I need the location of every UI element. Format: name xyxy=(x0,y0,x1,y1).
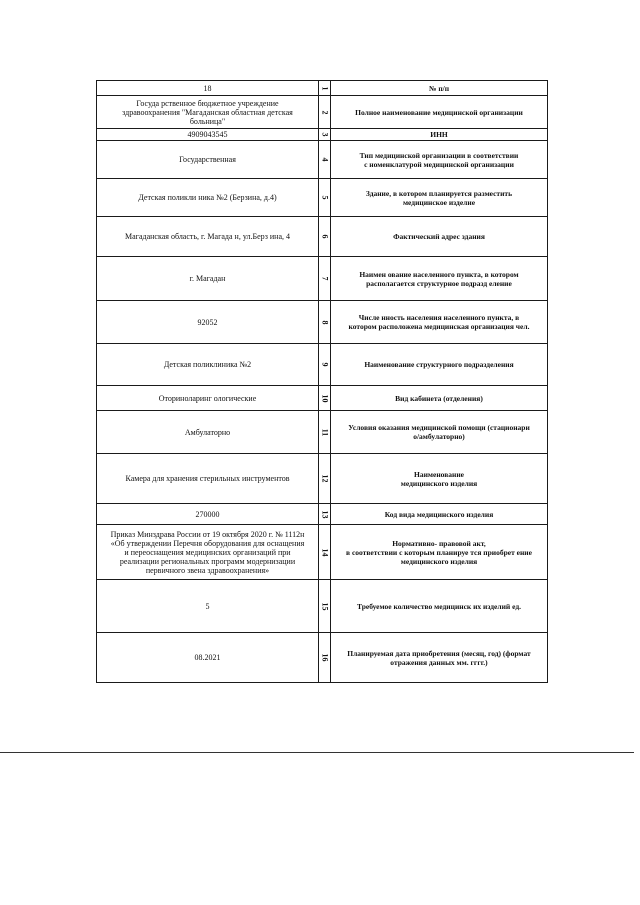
row-number: 16 xyxy=(320,653,329,662)
table-row-15 xyxy=(97,579,547,632)
label-cell: Наименование структурного подразделения xyxy=(364,360,514,369)
value-cell: Оториноларинг ологические xyxy=(97,386,319,410)
table-row-1 xyxy=(97,81,547,95)
value-cell: Государственная xyxy=(97,141,319,178)
value-cell: 08.2021 xyxy=(97,633,319,682)
table-row-9 xyxy=(97,343,547,385)
row-number-cell xyxy=(319,504,331,524)
label-cell: Планируемая дата приобретения (месяц, год) (формат отражения данных мм. гггг.) xyxy=(347,648,531,667)
table-row-4 xyxy=(97,140,547,178)
page-divider-line xyxy=(0,752,634,753)
value-cell: Детская поликли ника №2 (Берзина, д.4) xyxy=(97,179,319,216)
row-number-cell xyxy=(319,301,331,343)
label-cell: Полное наименование медицинской организации xyxy=(355,107,523,117)
table-row-2 xyxy=(97,95,547,128)
value-cell: Амбулаторно xyxy=(97,411,319,453)
label-cell: Наимен ование населенного пункта, в котором располагается структурное подразд еление xyxy=(359,269,519,288)
table-row-12 xyxy=(97,453,547,503)
row-number: 10 xyxy=(320,394,329,402)
value-cell: Детская поликлиника №2 xyxy=(97,344,319,385)
row-number: 1 xyxy=(320,86,329,90)
row-number-cell xyxy=(319,81,331,95)
table-row-14 xyxy=(97,524,547,579)
row-number-cell xyxy=(319,633,331,682)
row-number-cell xyxy=(319,580,331,632)
label-cell: Условия оказания медицинской помощи (стационари о/амбулаторно) xyxy=(348,423,530,441)
label-cell: Код вида медицинского изделия xyxy=(384,509,494,519)
table-row-5 xyxy=(97,178,547,216)
label-cell: № п/п xyxy=(428,83,450,93)
data-table xyxy=(96,80,548,683)
row-number-cell xyxy=(319,129,331,140)
row-number: 11 xyxy=(320,428,329,436)
label-cell: ИНН xyxy=(430,130,448,139)
value-cell: 4909043545 xyxy=(97,129,319,140)
row-number-cell xyxy=(319,257,331,300)
label-cell: Наименование медицинского изделия xyxy=(400,469,478,488)
row-number: 13 xyxy=(320,510,329,518)
label-cell: Требуемое количество медицинск их изделий ед. xyxy=(356,601,522,611)
table-row-16 xyxy=(97,632,547,682)
row-number-cell xyxy=(319,411,331,453)
row-number-cell xyxy=(319,96,331,128)
row-number: 9 xyxy=(320,362,329,367)
label-cell: Числе нность населения населенного пункта, в котором расположена медицинская организация чел. xyxy=(348,313,530,331)
value-cell: 18 xyxy=(97,81,319,95)
label-cell: Здание, в котором планируется разместить медицинское изделие xyxy=(365,188,513,207)
table-row-6 xyxy=(97,216,547,256)
table-row-7 xyxy=(97,256,547,300)
table-row-13 xyxy=(97,503,547,524)
value-cell: 5 xyxy=(97,580,319,632)
row-number-cell xyxy=(319,141,331,178)
table-row-3 xyxy=(97,128,547,140)
value-cell: Магаданская область, г. Магада н, ул.Берз ина, 4 xyxy=(97,217,319,256)
row-number-cell xyxy=(319,386,331,410)
table-row-10 xyxy=(97,385,547,410)
row-number-cell xyxy=(319,525,331,579)
value-cell: 92052 xyxy=(97,301,319,343)
row-number-cell xyxy=(319,454,331,503)
value-cell: Приказ Минздрава России от 19 октября 2020 г. № 1112н «Об утверждении Перечня оборудования для оснащения и переоснащения медицинских организаций при реализации региональных программ модернизации первичного звена здравоохранения» xyxy=(97,525,319,579)
row-number: 12 xyxy=(320,474,329,483)
value-cell: Камера для хранения стерильных инструментов xyxy=(97,454,319,503)
value-cell: 270000 xyxy=(97,504,319,524)
row-number: 14 xyxy=(320,548,329,556)
table-row-11 xyxy=(97,410,547,453)
label-cell: Тип медицинской организации в соответствии с номенклатурой медицинской организации xyxy=(359,150,519,169)
row-number-cell xyxy=(319,344,331,385)
row-number: 15 xyxy=(320,602,329,610)
label-cell: Вид кабинета (отделения) xyxy=(395,393,483,403)
value-cell: г. Магадан xyxy=(97,257,319,300)
table-row-8 xyxy=(97,300,547,343)
row-number-cell xyxy=(319,217,331,256)
row-number-cell xyxy=(319,179,331,216)
row-number: 7 xyxy=(320,276,329,281)
row-number: 6 xyxy=(320,234,329,239)
label-cell: Нормативно- правовой акт, в соответствии с которым планируе тся приобрет ение медицинского изделия xyxy=(346,538,532,566)
row-number: 5 xyxy=(320,195,329,200)
row-number: 4 xyxy=(320,157,329,162)
value-cell: Госуда рственное бюджетное учреждение здравоохранения "Магаданская областная детская больница" xyxy=(97,96,319,128)
label-cell: Фактический адрес здания xyxy=(393,232,485,241)
row-number: 2 xyxy=(320,110,329,114)
row-number: 8 xyxy=(320,320,329,324)
row-number: 3 xyxy=(320,132,329,137)
